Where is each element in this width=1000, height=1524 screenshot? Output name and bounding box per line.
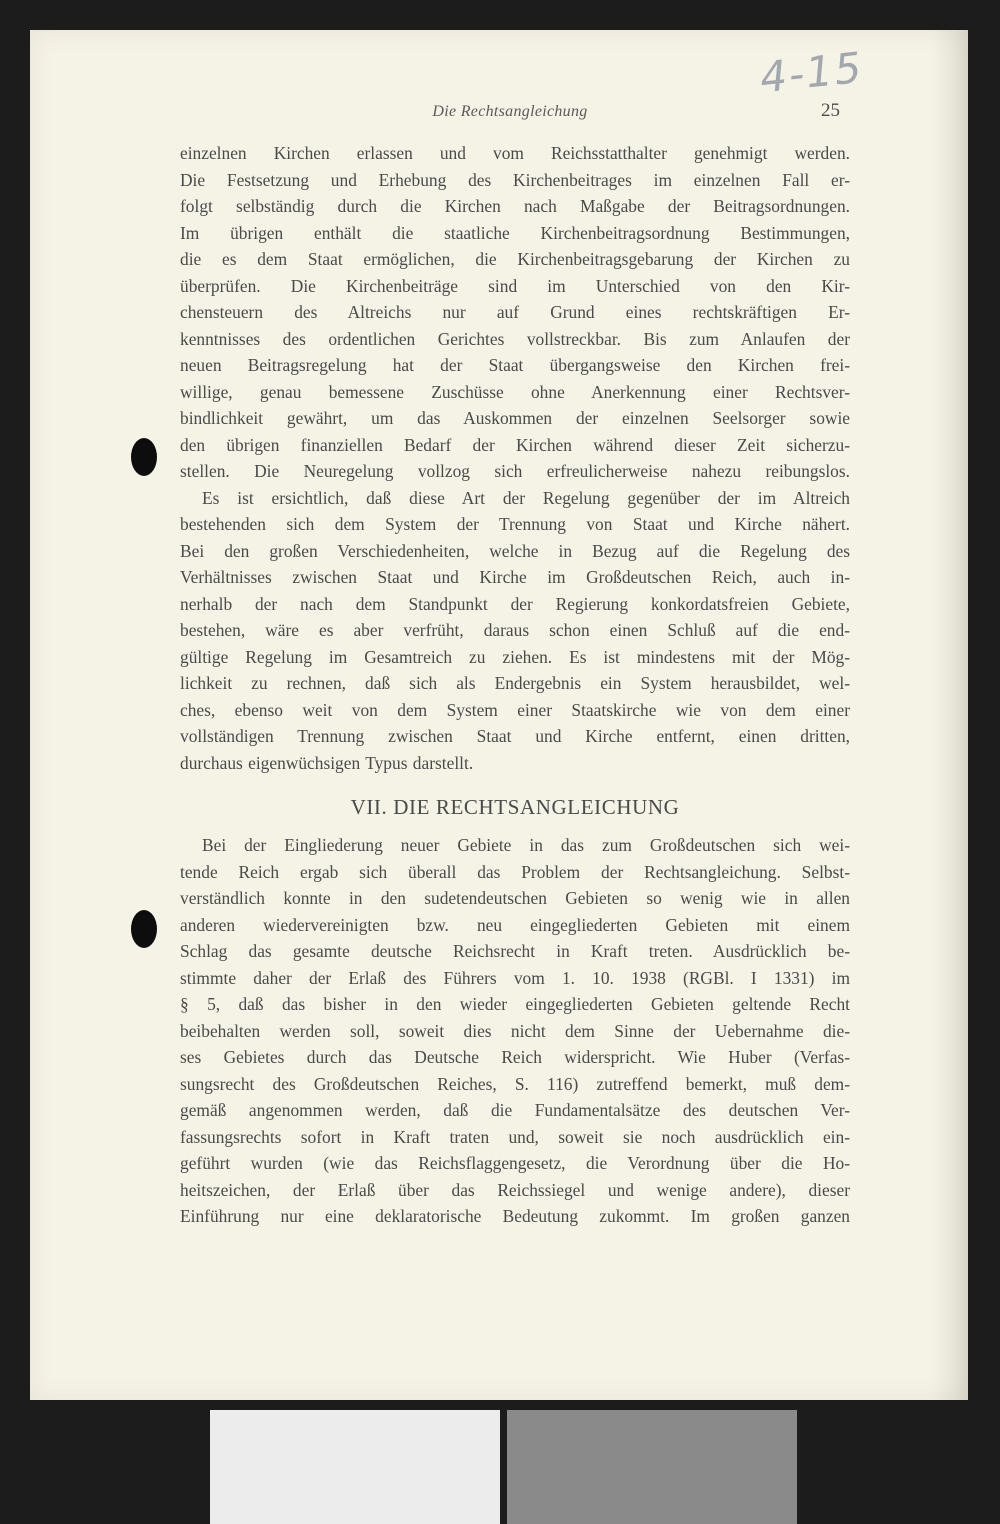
page-number: 25 — [821, 100, 840, 121]
text-line: bestehenden sich dem System der Trennung von Staat und Kirche nähert. — [180, 514, 850, 534]
paragraph — [180, 140, 850, 485]
text-line: bestehen, wäre es aber verfrüht, daraus schon einen Schluß auf die end- — [180, 620, 850, 640]
text-line: chensteuern des Altreichs nur auf Grund eines rechtskräftigen Er- — [180, 302, 850, 322]
running-title: Die Rechtsangleichung — [432, 103, 588, 120]
body-text — [180, 140, 850, 1230]
calibration-swatch-white — [210, 1410, 500, 1524]
section-heading: VII. DIE RECHTSANGLEICHUNG — [350, 795, 680, 819]
text-line: Schlag das gesamte deutsche Reichsrecht in Kraft treten. Ausdrücklich be- — [180, 941, 850, 961]
text-line: durchaus eigenwüchsigen Typus darstellt. — [180, 752, 474, 773]
text-line: ses Gebietes durch das Deutsche Reich widerspricht. Wie Huber (Verfas- — [180, 1047, 850, 1067]
punch-hole-top — [131, 438, 157, 476]
text-line: gültige Regelung im Gesamtreich zu ziehen. Es ist mindestens mit der Mög- — [180, 646, 850, 667]
paragraph — [180, 832, 850, 1230]
page-fold-shadow — [930, 30, 968, 1400]
paragraph — [180, 485, 850, 777]
text-line: Bei der Eingliederung neuer Gebiete in das zum Großdeutschen sich wei- — [202, 835, 850, 855]
text-line: gemäß angenommen werden, daß die Fundamentalsätze des deutschen Ver- — [180, 1100, 850, 1120]
text-line: fassungsrechts sofort in Kraft traten und, soweit sie noch ausdrücklich ein- — [180, 1126, 850, 1147]
text-line: überprüfen. Die Kirchenbeiträge sind im Unterschied von den Kir- — [180, 275, 850, 296]
punch-hole-bottom — [131, 910, 157, 948]
text-line: willige, genau bemessene Zuschüsse ohne Anerkennung einer Rechtsver- — [180, 381, 850, 402]
running-header — [180, 100, 840, 126]
text-line: ches, ebenso weit von dem System einer Staatskirche wie von dem einer — [180, 699, 850, 720]
text-line: anderen wiedervereinigten bzw. neu eingegliederten Gebieten mit einem — [180, 914, 850, 935]
text-line: nerhalb der nach dem Standpunkt der Regierung konkordatsfreien Gebiete, — [180, 593, 850, 614]
text-line: folgt selbständig durch die Kirchen nach Maßgabe der Beitragsordnungen. — [180, 196, 850, 216]
text-line: einzelnen Kirchen erlassen und vom Reichsstatthalter genehmigt werden. — [180, 143, 850, 163]
text-line: Es ist ersichtlich, daß diese Art der Regelung gegenüber der im Altreich — [202, 487, 850, 508]
text-line: Einführung nur eine deklaratorische Bedeutung zukommt. Im großen ganzen — [180, 1206, 850, 1226]
text-line: beibehalten werden soll, soweit dies nicht dem Sinne der Uebernahme die- — [180, 1020, 850, 1041]
text-line: bindlichkeit gewährt, um das Auskommen der einzelnen Seelsorger sowie — [180, 408, 850, 428]
text-line: Die Festsetzung und Erhebung des Kirchenbeitrages im einzelnen Fall er- — [180, 169, 850, 190]
text-line: heitszeichen, der Erlaß über das Reichssiegel und wenige andere), dieser — [180, 1179, 850, 1200]
text-line: lichkeit zu rechnen, daß sich als Endergebnis ein System herausbildet, wel- — [180, 673, 850, 693]
text-line: geführt wurden (wie das Reichsflaggengesetz, die Verordnung über die Ho- — [180, 1153, 850, 1173]
text-line: tende Reich ergab sich überall das Problem der Rechtsangleichung. Selbst- — [180, 861, 850, 882]
text-line: Bei den großen Verschiedenheiten, welche in Bezug auf die Regelung des — [180, 540, 850, 561]
handwritten-page-note: 4-15 — [757, 42, 866, 103]
text-line: stimmte daher der Erlaß des Führers vom 1. 10. 1938 (RGBl. I 1331) im — [180, 967, 850, 988]
text-line: § 5, daß das bisher in den wieder eingegliederten Gebieten geltende Recht — [180, 994, 850, 1014]
calibration-swatch-gray — [507, 1410, 797, 1524]
text-line: vollständigen Trennung zwischen Staat und Kirche entfernt, einen dritten, — [180, 726, 850, 746]
text-line: verständlich konnte in den sudetendeutschen Gebieten so wenig wie in allen — [180, 888, 850, 908]
text-line: die es dem Staat ermöglichen, die Kirchenbeitragsgebarung der Kirchen zu — [180, 249, 850, 269]
text-line: stellen. Die Neuregelung vollzog sich erfreulicherweise nahezu reibungslos. — [180, 461, 850, 481]
text-line: den übrigen finanziellen Bedarf der Kirchen während dieser Zeit sicherzu- — [180, 434, 850, 455]
text-line: Verhältnisses zwischen Staat und Kirche im Großdeutschen Reich, auch in- — [180, 567, 850, 587]
text-line: kenntnisses des ordentlichen Gerichtes vollstreckbar. Bis zum Anlaufen der — [180, 328, 850, 349]
text-line: neuen Beitragsregelung hat der Staat übergangsweise den Kirchen frei- — [180, 355, 850, 375]
text-line: sungsrecht des Großdeutschen Reiches, S. 116) zutreffend bemerkt, muß dem- — [180, 1073, 850, 1094]
text-line: Im übrigen enthält die staatliche Kirchenbeitragsordnung Bestimmungen, — [180, 222, 850, 243]
